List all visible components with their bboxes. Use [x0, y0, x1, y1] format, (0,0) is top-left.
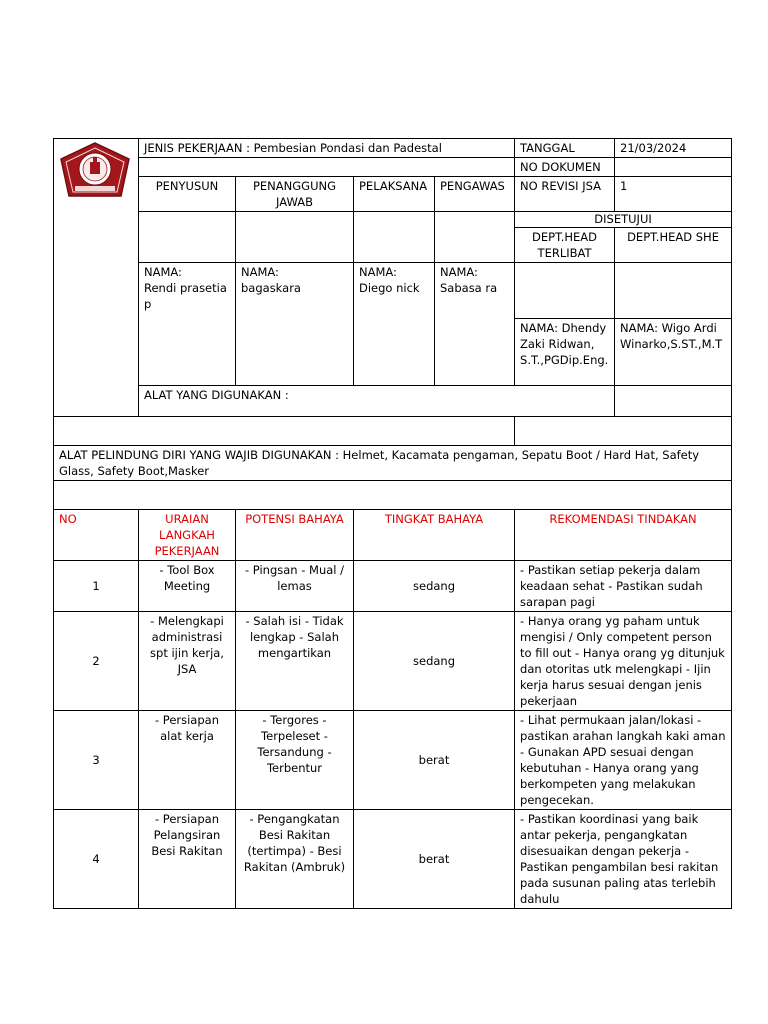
signature-dept-head-terlibat — [515, 263, 615, 319]
apd-text: ALAT PELINDUNG DIRI YANG WAJIB DIGUNAKAN : Helmet, Kacamata pengaman, Sepatu Boot / Hard Hat, Safety Glass, Safety Boot,Masker — [54, 446, 732, 481]
step-no: 2 — [54, 612, 139, 711]
dept-head-terlibat: DEPT.HEAD TERLIBAT — [515, 228, 615, 263]
col-header-potensi: POTENSI BAHAYA — [236, 510, 354, 561]
step-tingkat: sedang — [354, 561, 515, 612]
step-rekomendasi: - Pastikan koordinasi yang baik antar pekerja, pengangkatan disesuaikan dengan pekerja - Pastikan pengambilan besi rakitan pada susunan paling atas terlebih dahulu — [515, 810, 732, 909]
nama-penanggung-jawab: NAMA: bagaskara — [236, 263, 354, 386]
table-row — [54, 711, 732, 810]
role-pengawas: PENGAWAS — [435, 177, 515, 212]
no-revisi-label: NO REVISI JSA — [515, 177, 615, 212]
step-potensi: - Pengangkatan Besi Rakitan (tertimpa) - Besi Rakitan (Ambruk) — [236, 810, 354, 909]
step-tingkat: sedang — [354, 612, 515, 711]
signature-pelaksana — [354, 212, 435, 263]
dept-head-she: DEPT.HEAD SHE — [615, 228, 732, 263]
no-revisi-value: 1 — [615, 177, 732, 212]
step-uraian: - Persiapan Pelangsiran Besi Rakitan — [139, 810, 236, 909]
step-potensi: - Tergores - Terpeleset - Tersandung - Terbentur — [236, 711, 354, 810]
jsa-table — [53, 138, 732, 909]
step-uraian: - Melengkapi administrasi spt ijin kerja, JSA — [139, 612, 236, 711]
signature-penanggung-jawab — [236, 212, 354, 263]
role-penyusun: PENYUSUN — [139, 177, 236, 212]
step-no: 3 — [54, 711, 139, 810]
col-header-no: NO — [54, 510, 139, 561]
jsa-form — [53, 138, 731, 909]
role-pelaksana: PELAKSANA — [354, 177, 435, 212]
step-tingkat: berat — [354, 810, 515, 909]
step-rekomendasi: - Hanya orang yg paham untuk mengisi / Only competent person to fill out - Hanya orang yg ditunjuk dan otoritas utk melengkapi - Ijin kerja harus sesuai dengan jenis pekerjaan — [515, 612, 732, 711]
apd-empty-row — [54, 481, 732, 510]
col-header-rekomendasi: REKOMENDASI TINDAKAN — [515, 510, 732, 561]
col-header-uraian: URAIAN LANGKAH PEKERJAAN — [139, 510, 236, 561]
step-uraian: - Tool Box Meeting — [139, 561, 236, 612]
signature-penyusun — [139, 212, 236, 263]
signature-pengawas — [435, 212, 515, 263]
alat-value — [615, 386, 732, 417]
table-row — [54, 810, 732, 909]
no-dokumen-value — [615, 158, 732, 177]
alat-row-empty — [54, 417, 515, 446]
step-no: 4 — [54, 810, 139, 909]
tanggal-value: 21/03/2024 — [615, 139, 732, 158]
col-header-tingkat: TINGKAT BAHAYA — [354, 510, 515, 561]
no-dokumen-label: NO DOKUMEN — [515, 158, 615, 177]
alat-label: ALAT YANG DIGUNAKAN : — [139, 386, 615, 417]
nama-pelaksana: NAMA: Diego nick — [354, 263, 435, 386]
empty-cell — [139, 158, 515, 177]
logo-cell — [54, 139, 139, 417]
step-tingkat: berat — [354, 711, 515, 810]
step-no: 1 — [54, 561, 139, 612]
nama-dept-head-she: NAMA: Wigo Ardi Winarko,S.ST.,M.T — [615, 319, 732, 386]
tanggal-label: TANGGAL — [515, 139, 615, 158]
nama-penyusun: NAMA: Rendi prasetia p — [139, 263, 236, 386]
nama-pengawas: NAMA: Sabasa ra — [435, 263, 515, 386]
step-potensi: - Salah isi - Tidak lengkap - Salah mengartikan — [236, 612, 354, 711]
role-penanggung-jawab: PENANGGUNG JAWAB — [236, 177, 354, 212]
company-logo — [57, 141, 133, 201]
step-rekomendasi: - Pastikan setiap pekerja dalam keadaan sehat - Pastikan sudah sarapan pagi — [515, 561, 732, 612]
disetujui-label: DISETUJUI — [515, 212, 732, 228]
step-rekomendasi: - Lihat permukaan jalan/lokasi - pastikan arahan langkah kaki aman - Gunakan APD sesuai dengan kebutuhan - Hanya orang yang berkompeten yang melakukan pengecekan. — [515, 711, 732, 810]
table-row — [54, 612, 732, 711]
nama-dept-head-terlibat: NAMA: Dhendy Zaki Ridwan, S.T.,PGDip.Eng. — [515, 319, 615, 386]
jenis-pekerjaan: JENIS PEKERJAAN : Pembesian Pondasi dan Padestal — [139, 139, 515, 158]
alat-row-empty-right — [515, 417, 732, 446]
step-uraian: - Persiapan alat kerja — [139, 711, 236, 810]
step-potensi: - Pingsan - Mual / lemas — [236, 561, 354, 612]
table-row — [54, 561, 732, 612]
signature-dept-head-she — [615, 263, 732, 319]
